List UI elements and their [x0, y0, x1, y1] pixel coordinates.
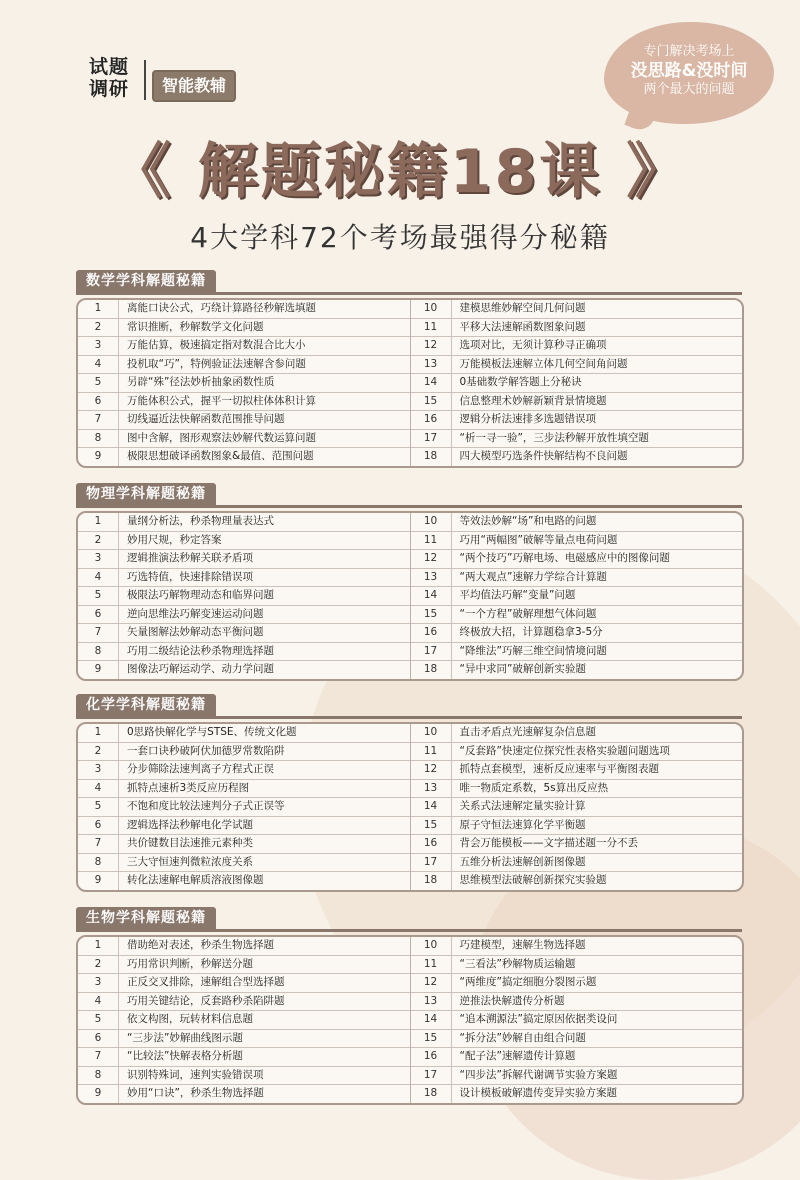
lesson-number: 3 — [78, 974, 119, 992]
lesson-title: 巧用“两幅图”破解等量点电荷问题 — [459, 533, 618, 546]
lesson-title: 唯一物质定系数，5s算出反应热 — [459, 781, 609, 794]
lesson-title: 设计模板破解遗传变异实验方案题 — [459, 1087, 617, 1099]
lesson-number: 16 — [411, 1048, 452, 1066]
lesson-title: 四大模型巧选条件快解结构不良问题 — [459, 450, 628, 462]
lesson-title: 图中含解，图形观察法妙解代数运算问题 — [127, 431, 316, 444]
section-label: 化学学科解题秘籍 — [76, 694, 216, 716]
lesson-number: 2 — [78, 956, 119, 974]
lesson-title: “追本溯源法”搞定原因依据类设问 — [459, 1013, 618, 1025]
table-row — [411, 356, 743, 375]
table-row — [411, 411, 743, 430]
page-title: 《 解题秘籍18课 》 — [110, 137, 690, 207]
lesson-number: 12 — [411, 974, 452, 992]
lesson-number: 17 — [411, 643, 452, 661]
lesson-number: 14 — [411, 798, 452, 816]
lesson-number: 13 — [411, 993, 452, 1011]
lesson-title: 离能口诀公式，巧绕计算路径秒解选填题 — [127, 302, 316, 314]
lesson-title: 一套口诀秒破阿伏加德罗常数陷阱 — [127, 744, 285, 757]
lesson-column-left — [78, 724, 411, 890]
lesson-table — [76, 298, 744, 468]
lesson-title: 借助绝对表述，秒杀生物选择题 — [127, 939, 274, 951]
lesson-number: 7 — [78, 411, 119, 429]
lesson-number: 5 — [78, 587, 119, 605]
lesson-title: 关系式法速解定量实验计算 — [459, 800, 586, 812]
lesson-title: 依文构图，玩转材料信息题 — [127, 1013, 253, 1025]
section-label: 生物学科解题秘籍 — [76, 907, 216, 929]
table-row — [78, 513, 410, 532]
lesson-title: 巧建模型，速解生物选择题 — [459, 939, 586, 951]
table-row — [78, 624, 410, 643]
table-row — [411, 1067, 743, 1086]
lesson-title: “析一寻一验”，三步法秒解开放性填空题 — [459, 431, 649, 444]
lesson-number: 17 — [411, 1067, 452, 1085]
lesson-title: 图像法巧解运动学、动力学问题 — [127, 663, 274, 675]
section-label: 数学学科解题秘籍 — [76, 270, 216, 292]
table-row — [78, 550, 410, 569]
lesson-title: 选项对比，无须计算秒寻正确项 — [459, 339, 607, 351]
table-row — [78, 569, 410, 588]
lesson-table — [76, 935, 744, 1105]
lesson-number: 6 — [78, 1030, 119, 1048]
lesson-title: 背会万能模板——文字描述题一分不丢 — [459, 837, 638, 849]
table-row — [78, 780, 410, 799]
table-row — [411, 624, 743, 643]
divider — [144, 60, 146, 100]
lesson-title: 逆向思维法巧解变速运动问题 — [127, 607, 264, 620]
lesson-title: 逆推法快解遗传分析题 — [459, 994, 565, 1007]
table-row — [78, 956, 410, 975]
lesson-number: 10 — [411, 937, 452, 955]
lesson-title: 0思路快解化学与STSE、传统文化题 — [127, 726, 297, 738]
lesson-title: “两个技巧”巧解电场、电磁感应中的图像问题 — [459, 552, 670, 564]
lesson-title: “两大观点”速解力学综合计算题 — [459, 570, 607, 583]
lesson-number: 7 — [78, 835, 119, 853]
table-row — [78, 393, 410, 412]
table-row — [411, 513, 743, 532]
lesson-title: “三步法”妙解曲线图示题 — [127, 1031, 243, 1044]
lesson-title: 巧用关键结论，反套路秒杀陷阱题 — [127, 994, 285, 1007]
lesson-number: 9 — [78, 448, 119, 466]
table-row — [411, 937, 743, 956]
lesson-number: 1 — [78, 513, 119, 531]
lesson-title: 分步筛除法速判离子方程式正误 — [127, 763, 274, 775]
lesson-title: 不饱和度比较法速判分子式正误等 — [127, 800, 285, 812]
table-row — [78, 319, 410, 338]
table-row — [78, 835, 410, 854]
lesson-number: 14 — [411, 587, 452, 605]
table-row — [411, 835, 743, 854]
table-row — [78, 798, 410, 817]
lesson-title: 投机取“巧”，特例验证法速解含参问题 — [127, 357, 306, 370]
lesson-title: “反套路”快速定位探究性表格实验题问题选项 — [459, 744, 670, 757]
lesson-number: 6 — [78, 606, 119, 624]
lesson-number: 1 — [78, 300, 119, 318]
lesson-number: 10 — [411, 724, 452, 742]
lesson-title: “异中求同”破解创新实验题 — [459, 663, 586, 675]
table-row — [411, 872, 743, 890]
lesson-number: 12 — [411, 550, 452, 568]
lesson-title: 巧用二级结论法秒杀物理选择题 — [127, 644, 274, 657]
lesson-number: 16 — [411, 624, 452, 642]
lesson-column-right — [411, 937, 743, 1103]
lesson-number: 11 — [411, 319, 452, 337]
lesson-title: 等效法妙解“场”和电路的问题 — [459, 515, 597, 527]
logo-line: 试题 — [88, 56, 129, 78]
lesson-number: 15 — [411, 817, 452, 835]
table-row — [78, 643, 410, 662]
lesson-number: 13 — [411, 569, 452, 587]
table-row — [78, 854, 410, 873]
brand-tag: 智能教辅 — [152, 70, 236, 102]
lesson-number: 18 — [411, 448, 452, 466]
lesson-number: 18 — [411, 872, 452, 890]
speech-bubble — [604, 22, 774, 124]
lesson-number: 3 — [78, 337, 119, 355]
table-row — [411, 1085, 743, 1103]
lesson-title: “三看法”秒解物质运输题 — [459, 957, 576, 970]
subject-section — [76, 270, 748, 468]
table-row — [78, 606, 410, 625]
table-row — [411, 854, 743, 873]
table-row — [411, 993, 743, 1012]
lesson-number: 14 — [411, 374, 452, 392]
subject-section — [76, 483, 748, 681]
lesson-number: 9 — [78, 661, 119, 679]
lesson-title: 逻辑选择法秒解电化学试题 — [127, 818, 253, 831]
lesson-number: 10 — [411, 300, 452, 318]
lesson-number: 5 — [78, 1011, 119, 1029]
table-row — [411, 798, 743, 817]
table-row — [411, 1048, 743, 1067]
lesson-title: 矢量图解法妙解动态平衡问题 — [127, 626, 264, 638]
table-row — [78, 374, 410, 393]
lesson-title: 另辟“殊”径法妙析抽象函数性质 — [127, 376, 275, 388]
lesson-title: 正反交叉排除，速解组合型选择题 — [127, 976, 285, 988]
table-row — [78, 1048, 410, 1067]
lesson-title: “拆分法”妙解自由组合问题 — [459, 1031, 586, 1044]
table-row — [78, 661, 410, 679]
lesson-number: 4 — [78, 993, 119, 1011]
table-row — [411, 393, 743, 412]
lesson-number: 13 — [411, 780, 452, 798]
lesson-title: 0基础数学解答题上分秘诀 — [459, 376, 582, 388]
table-row — [411, 569, 743, 588]
lesson-title: 量纲分析法，秒杀物理量表达式 — [127, 515, 274, 527]
section-rule — [76, 292, 742, 295]
lesson-number: 8 — [78, 643, 119, 661]
table-row — [411, 448, 743, 466]
table-row — [411, 956, 743, 975]
lesson-title: “一个方程”破解理想气体问题 — [459, 607, 597, 620]
bubble-line: 两个最大的问题 — [643, 82, 735, 97]
lesson-column-left — [78, 300, 411, 466]
lesson-title: “降维法”巧解三维空间情境问题 — [459, 644, 607, 657]
lesson-number: 1 — [78, 937, 119, 955]
table-row — [411, 761, 743, 780]
lesson-number: 9 — [78, 1085, 119, 1103]
table-row — [411, 780, 743, 799]
lesson-number: 4 — [78, 780, 119, 798]
lesson-number: 4 — [78, 356, 119, 374]
lesson-number: 6 — [78, 393, 119, 411]
lesson-title: 极限法巧解物理动态和临界问题 — [127, 589, 274, 601]
table-row — [78, 974, 410, 993]
lesson-title: 信息整理术妙解新颖背景情境题 — [459, 394, 607, 407]
section-rule — [76, 929, 742, 932]
lesson-number: 16 — [411, 411, 452, 429]
lesson-title: “两维度”搞定细胞分裂图示题 — [459, 976, 597, 988]
lesson-number: 8 — [78, 1067, 119, 1085]
subject-section — [76, 694, 748, 892]
lesson-number: 9 — [78, 872, 119, 890]
lesson-number: 7 — [78, 1048, 119, 1066]
lesson-title: 妙用“口诀”，秒杀生物选择题 — [127, 1087, 264, 1099]
bubble-line: 专门解决考场上 — [643, 44, 735, 59]
lesson-number: 15 — [411, 393, 452, 411]
lesson-title: 识别特殊词，速判实验错误项 — [127, 1068, 264, 1081]
lesson-title: 万能估算，极速搞定指对数混合比大小 — [127, 339, 306, 351]
lesson-title: 原子守恒法速算化学平衡题 — [459, 818, 586, 831]
lesson-number: 8 — [78, 854, 119, 872]
lesson-number: 11 — [411, 532, 452, 550]
section-rule — [76, 716, 742, 719]
lesson-table — [76, 722, 744, 892]
table-row — [411, 974, 743, 993]
table-row — [78, 448, 410, 466]
lesson-title: 建模思维妙解空间几何问题 — [459, 302, 586, 314]
table-row — [78, 1085, 410, 1103]
lesson-number: 15 — [411, 606, 452, 624]
table-row — [411, 724, 743, 743]
lesson-column-right — [411, 300, 743, 466]
lesson-number: 8 — [78, 430, 119, 448]
subject-section — [76, 907, 748, 1105]
lesson-title: 极限思想破译函数图象&最值、范围问题 — [127, 450, 314, 462]
lesson-title: 万能模板法速解立体几何空间角问题 — [459, 357, 628, 370]
lesson-number: 10 — [411, 513, 452, 531]
lesson-number: 12 — [411, 337, 452, 355]
table-row — [411, 817, 743, 836]
lesson-number: 13 — [411, 356, 452, 374]
lesson-number: 11 — [411, 743, 452, 761]
section-rule — [76, 505, 742, 508]
lesson-number: 15 — [411, 1030, 452, 1048]
section-label: 物理学科解题秘籍 — [76, 483, 216, 505]
lesson-title: 抓特点套模型，速析反应速率与平衡图表题 — [459, 763, 659, 775]
lesson-title: 平移大法速解函数图象问题 — [459, 320, 586, 333]
lesson-number: 3 — [78, 761, 119, 779]
table-row — [411, 430, 743, 449]
logo-line: 调研 — [88, 78, 129, 100]
lesson-title: 常识推断，秒解数学文化问题 — [127, 320, 264, 333]
lesson-number: 14 — [411, 1011, 452, 1029]
lesson-number: 7 — [78, 624, 119, 642]
lesson-title: 抓特点速析3类反应历程图 — [127, 781, 250, 794]
table-row — [411, 550, 743, 569]
table-row — [78, 1011, 410, 1030]
lesson-title: 平均值法巧解“变量”问题 — [459, 589, 576, 601]
table-row — [411, 319, 743, 338]
bubble-highlight: 没思路&没时间 — [630, 61, 748, 81]
table-row — [78, 337, 410, 356]
lesson-column-left — [78, 937, 411, 1103]
table-row — [78, 872, 410, 890]
lesson-number: 17 — [411, 854, 452, 872]
lesson-number: 1 — [78, 724, 119, 742]
table-row — [411, 300, 743, 319]
table-row — [411, 532, 743, 551]
page-subtitle: 4大学科72个考场最强得分秘籍 — [190, 221, 610, 254]
table-row — [411, 643, 743, 662]
lesson-number: 2 — [78, 743, 119, 761]
lesson-title: 巧用常识判断，秒解送分题 — [127, 957, 253, 970]
lesson-title: 直击矛盾点光速解复杂信息题 — [459, 726, 596, 738]
lesson-title: 思维模型法破解创新探究实验题 — [459, 874, 607, 886]
lesson-column-right — [411, 724, 743, 890]
lesson-number: 17 — [411, 430, 452, 448]
table-row — [78, 430, 410, 449]
lesson-title: 逻辑分析法速排多选题错误项 — [459, 413, 596, 425]
lesson-title: 共价键数目法速推元素种类 — [127, 837, 253, 849]
lesson-title: 终极放大招，计算题稳拿3-5分 — [459, 626, 603, 638]
lesson-title: 妙用尺规，秒定答案 — [127, 533, 222, 546]
lesson-number: 12 — [411, 761, 452, 779]
lesson-number: 2 — [78, 319, 119, 337]
table-row — [411, 1030, 743, 1049]
lesson-number: 6 — [78, 817, 119, 835]
lesson-title: “四步法”拆解代谢调节实验方案题 — [459, 1068, 618, 1081]
lesson-title: 逻辑推演法秒解关联矛盾项 — [127, 552, 253, 564]
table-row — [78, 300, 410, 319]
lesson-column-right — [411, 513, 743, 679]
table-row — [78, 1030, 410, 1049]
lesson-title: 万能体积公式，握平一切拟柱体体积计算 — [127, 394, 316, 407]
lesson-title: 巧选特值，快速排除错误项 — [127, 570, 253, 583]
lesson-number: 5 — [78, 374, 119, 392]
table-row — [411, 337, 743, 356]
lesson-table — [76, 511, 744, 681]
lesson-number: 4 — [78, 569, 119, 587]
lesson-number: 11 — [411, 956, 452, 974]
table-row — [78, 743, 410, 762]
table-row — [78, 937, 410, 956]
lesson-number: 2 — [78, 532, 119, 550]
table-row — [411, 1011, 743, 1030]
table-row — [411, 606, 743, 625]
lesson-title: “比较法”快解表格分析题 — [127, 1050, 243, 1062]
table-row — [78, 724, 410, 743]
lesson-number: 3 — [78, 550, 119, 568]
lesson-title: 切线逼近法快解函数范围推导问题 — [127, 413, 285, 425]
table-row — [411, 743, 743, 762]
lesson-title: 转化法速解电解质溶液图像题 — [127, 874, 264, 886]
table-row — [78, 761, 410, 780]
table-row — [411, 374, 743, 393]
lesson-title: 三大守恒速判微粒浓度关系 — [127, 855, 253, 868]
lesson-title: “配子法”速解遗传计算题 — [459, 1050, 576, 1062]
lesson-number: 5 — [78, 798, 119, 816]
table-row — [78, 356, 410, 375]
table-row — [78, 993, 410, 1012]
lesson-title: 五维分析法速解创新图像题 — [459, 855, 586, 868]
table-row — [78, 587, 410, 606]
table-row — [78, 1067, 410, 1086]
logo — [74, 56, 144, 106]
lesson-number: 18 — [411, 661, 452, 679]
table-row — [78, 817, 410, 836]
lesson-column-left — [78, 513, 411, 679]
lesson-number: 18 — [411, 1085, 452, 1103]
table-row — [78, 532, 410, 551]
lesson-number: 16 — [411, 835, 452, 853]
table-row — [411, 661, 743, 679]
table-row — [78, 411, 410, 430]
table-row — [411, 587, 743, 606]
